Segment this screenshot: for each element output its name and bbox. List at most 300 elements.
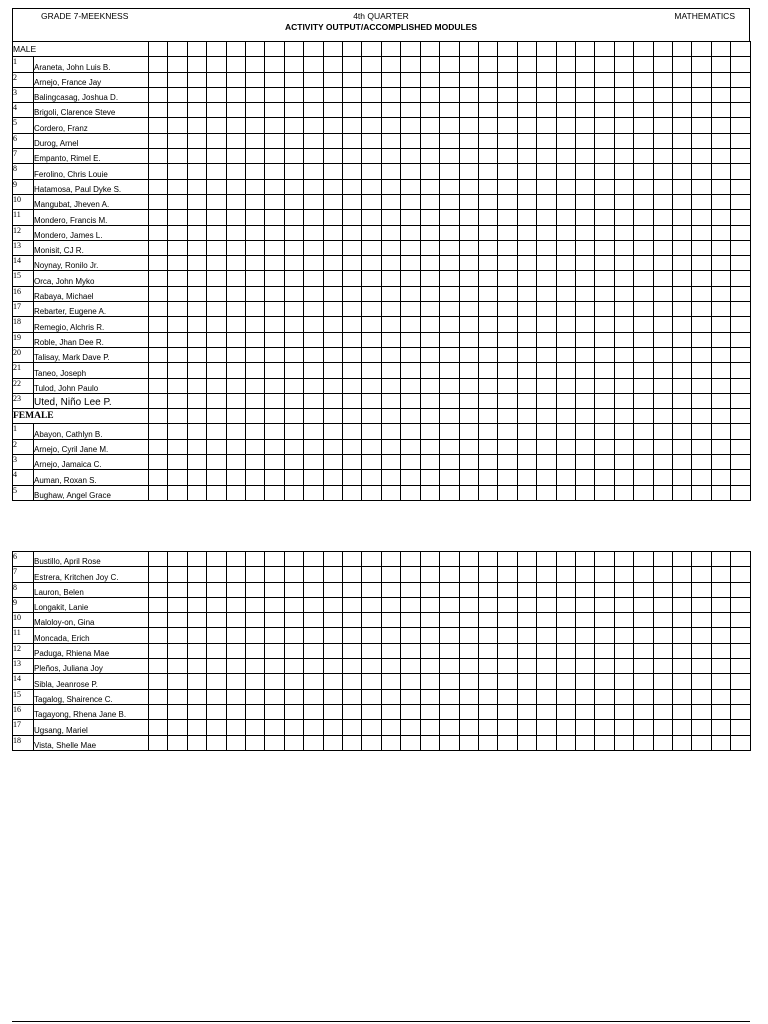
checkbox-cell[interactable] (537, 57, 556, 72)
checkbox-cell[interactable] (478, 567, 497, 582)
checkbox-cell[interactable] (226, 720, 245, 735)
checkbox-cell[interactable] (711, 363, 730, 378)
checkbox-cell[interactable] (362, 628, 381, 643)
checkbox-cell[interactable] (517, 149, 536, 164)
checkbox-cell[interactable] (284, 455, 303, 470)
checkbox-cell[interactable] (498, 597, 517, 612)
checkbox-cell[interactable] (381, 347, 400, 362)
checkbox-cell[interactable] (575, 240, 594, 255)
checkbox-cell[interactable] (595, 179, 614, 194)
checkbox-cell[interactable] (595, 302, 614, 317)
checkbox-cell[interactable] (537, 735, 556, 750)
checkbox-cell[interactable] (653, 194, 672, 209)
checkbox-cell[interactable] (265, 210, 284, 225)
checkbox-cell[interactable] (692, 347, 711, 362)
checkbox-cell[interactable] (653, 133, 672, 148)
checkbox-cell[interactable] (595, 271, 614, 286)
checkbox-cell[interactable] (420, 42, 439, 57)
checkbox-cell[interactable] (459, 424, 478, 439)
checkbox-cell[interactable] (537, 470, 556, 485)
checkbox-cell[interactable] (284, 271, 303, 286)
checkbox-cell[interactable] (149, 582, 168, 597)
checkbox-cell[interactable] (187, 659, 206, 674)
checkbox-cell[interactable] (149, 302, 168, 317)
checkbox-cell[interactable] (149, 674, 168, 689)
checkbox-cell[interactable] (362, 149, 381, 164)
checkbox-cell[interactable] (498, 704, 517, 719)
checkbox-cell[interactable] (634, 659, 653, 674)
checkbox-cell[interactable] (692, 567, 711, 582)
checkbox-cell[interactable] (634, 439, 653, 454)
checkbox-cell[interactable] (556, 582, 575, 597)
checkbox-cell[interactable] (595, 286, 614, 301)
checkbox-cell[interactable] (265, 363, 284, 378)
checkbox-cell[interactable] (149, 317, 168, 332)
checkbox-cell[interactable] (168, 302, 187, 317)
checkbox-cell[interactable] (381, 582, 400, 597)
checkbox-cell[interactable] (478, 317, 497, 332)
checkbox-cell[interactable] (672, 613, 691, 628)
checkbox-cell[interactable] (556, 149, 575, 164)
checkbox-cell[interactable] (207, 72, 226, 87)
checkbox-cell[interactable] (323, 271, 342, 286)
checkbox-cell[interactable] (226, 225, 245, 240)
checkbox-cell[interactable] (478, 179, 497, 194)
checkbox-cell[interactable] (440, 302, 459, 317)
checkbox-cell[interactable] (711, 179, 730, 194)
checkbox-cell[interactable] (246, 256, 265, 271)
checkbox-cell[interactable] (401, 720, 420, 735)
checkbox-cell[interactable] (401, 628, 420, 643)
checkbox-cell[interactable] (731, 613, 750, 628)
checkbox-cell[interactable] (634, 409, 653, 424)
checkbox-cell[interactable] (168, 674, 187, 689)
checkbox-cell[interactable] (731, 118, 750, 133)
checkbox-cell[interactable] (168, 332, 187, 347)
checkbox-cell[interactable] (265, 628, 284, 643)
checkbox-cell[interactable] (381, 42, 400, 57)
checkbox-cell[interactable] (401, 674, 420, 689)
checkbox-cell[interactable] (653, 439, 672, 454)
checkbox-cell[interactable] (381, 470, 400, 485)
checkbox-cell[interactable] (537, 332, 556, 347)
checkbox-cell[interactable] (672, 271, 691, 286)
checkbox-cell[interactable] (459, 103, 478, 118)
checkbox-cell[interactable] (595, 57, 614, 72)
checkbox-cell[interactable] (323, 735, 342, 750)
checkbox-cell[interactable] (478, 57, 497, 72)
checkbox-cell[interactable] (187, 674, 206, 689)
checkbox-cell[interactable] (246, 87, 265, 102)
checkbox-cell[interactable] (672, 689, 691, 704)
checkbox-cell[interactable] (381, 735, 400, 750)
checkbox-cell[interactable] (459, 704, 478, 719)
checkbox-cell[interactable] (323, 704, 342, 719)
checkbox-cell[interactable] (323, 659, 342, 674)
checkbox-cell[interactable] (692, 643, 711, 658)
checkbox-cell[interactable] (575, 643, 594, 658)
checkbox-cell[interactable] (498, 57, 517, 72)
checkbox-cell[interactable] (401, 552, 420, 567)
checkbox-cell[interactable] (187, 179, 206, 194)
checkbox-cell[interactable] (304, 552, 323, 567)
checkbox-cell[interactable] (498, 103, 517, 118)
checkbox-cell[interactable] (187, 363, 206, 378)
checkbox-cell[interactable] (498, 393, 517, 408)
checkbox-cell[interactable] (711, 393, 730, 408)
checkbox-cell[interactable] (246, 72, 265, 87)
checkbox-cell[interactable] (653, 597, 672, 612)
checkbox-cell[interactable] (304, 582, 323, 597)
checkbox-cell[interactable] (595, 409, 614, 424)
checkbox-cell[interactable] (478, 735, 497, 750)
checkbox-cell[interactable] (323, 194, 342, 209)
checkbox-cell[interactable] (265, 455, 284, 470)
checkbox-cell[interactable] (265, 689, 284, 704)
checkbox-cell[interactable] (440, 347, 459, 362)
checkbox-cell[interactable] (226, 240, 245, 255)
checkbox-cell[interactable] (226, 485, 245, 500)
checkbox-cell[interactable] (149, 194, 168, 209)
checkbox-cell[interactable] (575, 42, 594, 57)
checkbox-cell[interactable] (304, 133, 323, 148)
checkbox-cell[interactable] (575, 164, 594, 179)
checkbox-cell[interactable] (672, 409, 691, 424)
checkbox-cell[interactable] (440, 439, 459, 454)
checkbox-cell[interactable] (731, 424, 750, 439)
checkbox-cell[interactable] (575, 582, 594, 597)
checkbox-cell[interactable] (304, 42, 323, 57)
checkbox-cell[interactable] (323, 118, 342, 133)
checkbox-cell[interactable] (672, 720, 691, 735)
checkbox-cell[interactable] (711, 210, 730, 225)
checkbox-cell[interactable] (672, 87, 691, 102)
checkbox-cell[interactable] (284, 363, 303, 378)
checkbox-cell[interactable] (634, 424, 653, 439)
checkbox-cell[interactable] (207, 689, 226, 704)
checkbox-cell[interactable] (537, 424, 556, 439)
checkbox-cell[interactable] (711, 424, 730, 439)
checkbox-cell[interactable] (692, 485, 711, 500)
checkbox-cell[interactable] (459, 302, 478, 317)
checkbox-cell[interactable] (343, 42, 362, 57)
checkbox-cell[interactable] (731, 87, 750, 102)
checkbox-cell[interactable] (265, 317, 284, 332)
checkbox-cell[interactable] (246, 485, 265, 500)
checkbox-cell[interactable] (246, 42, 265, 57)
checkbox-cell[interactable] (595, 194, 614, 209)
checkbox-cell[interactable] (420, 194, 439, 209)
checkbox-cell[interactable] (420, 363, 439, 378)
checkbox-cell[interactable] (265, 240, 284, 255)
checkbox-cell[interactable] (517, 674, 536, 689)
checkbox-cell[interactable] (459, 42, 478, 57)
checkbox-cell[interactable] (537, 179, 556, 194)
checkbox-cell[interactable] (498, 240, 517, 255)
checkbox-cell[interactable] (323, 720, 342, 735)
checkbox-cell[interactable] (226, 659, 245, 674)
checkbox-cell[interactable] (401, 225, 420, 240)
checkbox-cell[interactable] (672, 332, 691, 347)
checkbox-cell[interactable] (692, 240, 711, 255)
checkbox-cell[interactable] (207, 179, 226, 194)
checkbox-cell[interactable] (187, 194, 206, 209)
checkbox-cell[interactable] (711, 689, 730, 704)
checkbox-cell[interactable] (168, 393, 187, 408)
checkbox-cell[interactable] (401, 42, 420, 57)
checkbox-cell[interactable] (265, 567, 284, 582)
checkbox-cell[interactable] (731, 439, 750, 454)
checkbox-cell[interactable] (478, 720, 497, 735)
checkbox-cell[interactable] (498, 567, 517, 582)
checkbox-cell[interactable] (692, 332, 711, 347)
checkbox-cell[interactable] (226, 470, 245, 485)
checkbox-cell[interactable] (595, 240, 614, 255)
checkbox-cell[interactable] (653, 689, 672, 704)
checkbox-cell[interactable] (731, 597, 750, 612)
checkbox-cell[interactable] (556, 628, 575, 643)
checkbox-cell[interactable] (284, 347, 303, 362)
checkbox-cell[interactable] (246, 643, 265, 658)
checkbox-cell[interactable] (595, 210, 614, 225)
checkbox-cell[interactable] (692, 271, 711, 286)
checkbox-cell[interactable] (226, 149, 245, 164)
checkbox-cell[interactable] (246, 271, 265, 286)
checkbox-cell[interactable] (614, 439, 633, 454)
checkbox-cell[interactable] (595, 317, 614, 332)
checkbox-cell[interactable] (149, 225, 168, 240)
checkbox-cell[interactable] (537, 118, 556, 133)
checkbox-cell[interactable] (343, 179, 362, 194)
checkbox-cell[interactable] (711, 256, 730, 271)
checkbox-cell[interactable] (207, 42, 226, 57)
checkbox-cell[interactable] (731, 689, 750, 704)
checkbox-cell[interactable] (556, 409, 575, 424)
checkbox-cell[interactable] (304, 735, 323, 750)
checkbox-cell[interactable] (381, 643, 400, 658)
checkbox-cell[interactable] (692, 674, 711, 689)
checkbox-cell[interactable] (207, 194, 226, 209)
checkbox-cell[interactable] (478, 613, 497, 628)
checkbox-cell[interactable] (343, 393, 362, 408)
checkbox-cell[interactable] (246, 225, 265, 240)
checkbox-cell[interactable] (517, 735, 536, 750)
checkbox-cell[interactable] (634, 256, 653, 271)
checkbox-cell[interactable] (343, 439, 362, 454)
checkbox-cell[interactable] (381, 409, 400, 424)
checkbox-cell[interactable] (343, 552, 362, 567)
checkbox-cell[interactable] (343, 613, 362, 628)
checkbox-cell[interactable] (420, 643, 439, 658)
checkbox-cell[interactable] (575, 271, 594, 286)
checkbox-cell[interactable] (692, 439, 711, 454)
checkbox-cell[interactable] (731, 659, 750, 674)
checkbox-cell[interactable] (168, 164, 187, 179)
checkbox-cell[interactable] (614, 302, 633, 317)
checkbox-cell[interactable] (634, 643, 653, 658)
checkbox-cell[interactable] (634, 179, 653, 194)
checkbox-cell[interactable] (731, 240, 750, 255)
checkbox-cell[interactable] (401, 439, 420, 454)
checkbox-cell[interactable] (207, 470, 226, 485)
checkbox-cell[interactable] (692, 659, 711, 674)
checkbox-cell[interactable] (343, 470, 362, 485)
checkbox-cell[interactable] (323, 87, 342, 102)
checkbox-cell[interactable] (168, 240, 187, 255)
checkbox-cell[interactable] (498, 302, 517, 317)
checkbox-cell[interactable] (731, 302, 750, 317)
checkbox-cell[interactable] (595, 118, 614, 133)
checkbox-cell[interactable] (362, 704, 381, 719)
checkbox-cell[interactable] (556, 393, 575, 408)
checkbox-cell[interactable] (304, 628, 323, 643)
checkbox-cell[interactable] (187, 317, 206, 332)
checkbox-cell[interactable] (187, 582, 206, 597)
checkbox-cell[interactable] (207, 256, 226, 271)
checkbox-cell[interactable] (187, 455, 206, 470)
checkbox-cell[interactable] (381, 133, 400, 148)
checkbox-cell[interactable] (187, 103, 206, 118)
checkbox-cell[interactable] (537, 409, 556, 424)
checkbox-cell[interactable] (459, 409, 478, 424)
checkbox-cell[interactable] (381, 628, 400, 643)
checkbox-cell[interactable] (653, 393, 672, 408)
checkbox-cell[interactable] (304, 439, 323, 454)
checkbox-cell[interactable] (187, 613, 206, 628)
checkbox-cell[interactable] (537, 103, 556, 118)
checkbox-cell[interactable] (498, 149, 517, 164)
checkbox-cell[interactable] (575, 179, 594, 194)
checkbox-cell[interactable] (478, 704, 497, 719)
checkbox-cell[interactable] (207, 424, 226, 439)
checkbox-cell[interactable] (440, 57, 459, 72)
checkbox-cell[interactable] (343, 363, 362, 378)
checkbox-cell[interactable] (537, 720, 556, 735)
checkbox-cell[interactable] (440, 643, 459, 658)
checkbox-cell[interactable] (459, 393, 478, 408)
checkbox-cell[interactable] (692, 118, 711, 133)
checkbox-cell[interactable] (672, 567, 691, 582)
checkbox-cell[interactable] (362, 164, 381, 179)
checkbox-cell[interactable] (362, 72, 381, 87)
checkbox-cell[interactable] (575, 439, 594, 454)
checkbox-cell[interactable] (207, 643, 226, 658)
checkbox-cell[interactable] (537, 347, 556, 362)
checkbox-cell[interactable] (149, 347, 168, 362)
checkbox-cell[interactable] (478, 210, 497, 225)
checkbox-cell[interactable] (575, 149, 594, 164)
checkbox-cell[interactable] (634, 363, 653, 378)
checkbox-cell[interactable] (420, 735, 439, 750)
checkbox-cell[interactable] (711, 103, 730, 118)
checkbox-cell[interactable] (265, 393, 284, 408)
checkbox-cell[interactable] (207, 164, 226, 179)
checkbox-cell[interactable] (692, 735, 711, 750)
checkbox-cell[interactable] (595, 378, 614, 393)
checkbox-cell[interactable] (711, 552, 730, 567)
checkbox-cell[interactable] (304, 256, 323, 271)
checkbox-cell[interactable] (517, 118, 536, 133)
checkbox-cell[interactable] (381, 455, 400, 470)
checkbox-cell[interactable] (731, 286, 750, 301)
checkbox-cell[interactable] (556, 225, 575, 240)
checkbox-cell[interactable] (711, 597, 730, 612)
checkbox-cell[interactable] (323, 378, 342, 393)
checkbox-cell[interactable] (226, 286, 245, 301)
checkbox-cell[interactable] (537, 317, 556, 332)
checkbox-cell[interactable] (556, 286, 575, 301)
checkbox-cell[interactable] (187, 164, 206, 179)
checkbox-cell[interactable] (498, 689, 517, 704)
checkbox-cell[interactable] (614, 57, 633, 72)
checkbox-cell[interactable] (265, 42, 284, 57)
checkbox-cell[interactable] (168, 643, 187, 658)
checkbox-cell[interactable] (323, 286, 342, 301)
checkbox-cell[interactable] (362, 347, 381, 362)
checkbox-cell[interactable] (653, 720, 672, 735)
checkbox-cell[interactable] (420, 409, 439, 424)
checkbox-cell[interactable] (672, 225, 691, 240)
checkbox-cell[interactable] (187, 302, 206, 317)
checkbox-cell[interactable] (401, 704, 420, 719)
checkbox-cell[interactable] (187, 485, 206, 500)
checkbox-cell[interactable] (226, 194, 245, 209)
checkbox-cell[interactable] (653, 582, 672, 597)
checkbox-cell[interactable] (323, 582, 342, 597)
checkbox-cell[interactable] (304, 72, 323, 87)
checkbox-cell[interactable] (343, 720, 362, 735)
checkbox-cell[interactable] (323, 347, 342, 362)
checkbox-cell[interactable] (711, 439, 730, 454)
checkbox-cell[interactable] (517, 643, 536, 658)
checkbox-cell[interactable] (343, 597, 362, 612)
checkbox-cell[interactable] (653, 628, 672, 643)
checkbox-cell[interactable] (323, 240, 342, 255)
checkbox-cell[interactable] (343, 424, 362, 439)
checkbox-cell[interactable] (478, 42, 497, 57)
checkbox-cell[interactable] (731, 455, 750, 470)
checkbox-cell[interactable] (498, 582, 517, 597)
checkbox-cell[interactable] (498, 674, 517, 689)
checkbox-cell[interactable] (362, 317, 381, 332)
checkbox-cell[interactable] (420, 302, 439, 317)
checkbox-cell[interactable] (168, 613, 187, 628)
checkbox-cell[interactable] (517, 347, 536, 362)
checkbox-cell[interactable] (420, 286, 439, 301)
checkbox-cell[interactable] (381, 485, 400, 500)
checkbox-cell[interactable] (420, 552, 439, 567)
checkbox-cell[interactable] (226, 567, 245, 582)
checkbox-cell[interactable] (149, 409, 168, 424)
checkbox-cell[interactable] (731, 735, 750, 750)
checkbox-cell[interactable] (653, 424, 672, 439)
checkbox-cell[interactable] (711, 613, 730, 628)
checkbox-cell[interactable] (731, 628, 750, 643)
checkbox-cell[interactable] (149, 659, 168, 674)
checkbox-cell[interactable] (149, 240, 168, 255)
checkbox-cell[interactable] (556, 42, 575, 57)
checkbox-cell[interactable] (517, 57, 536, 72)
checkbox-cell[interactable] (304, 332, 323, 347)
checkbox-cell[interactable] (284, 613, 303, 628)
checkbox-cell[interactable] (284, 643, 303, 658)
checkbox-cell[interactable] (207, 720, 226, 735)
checkbox-cell[interactable] (246, 179, 265, 194)
checkbox-cell[interactable] (226, 674, 245, 689)
checkbox-cell[interactable] (149, 393, 168, 408)
checkbox-cell[interactable] (731, 485, 750, 500)
checkbox-cell[interactable] (711, 332, 730, 347)
